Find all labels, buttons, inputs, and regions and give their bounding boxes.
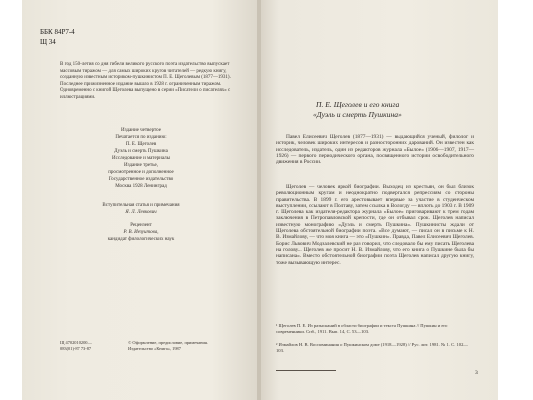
body-paragraph: Павел Елисеевич Щеголев (1877—1931) — выдающийся ученый, филолог и историк, человек широких интересов и разносторонних дарований. Он известен как исследователь, издатель, один из редакторов журнала «Былое» (1906—1907, 1917—1926) — первого периодического органа, посвященного истории освободительного движения в России. (276, 134, 474, 166)
editor-line: Вступительная статья и примечания (102, 203, 180, 208)
author-code: Щ 34 (40, 38, 56, 46)
edition-line: П. Е. Щеголев (125, 142, 157, 147)
edition-line: Государственное издательство (108, 177, 174, 182)
book-gutter (257, 0, 261, 400)
edition-line: Дуэль и смерть Пушкина (114, 149, 168, 154)
copyright-line: Издательство «Книга», 1987 (128, 346, 181, 351)
reviewer-line: Рецензент (130, 223, 152, 228)
footnote: ² Измайлов Н. В. Воспоминания о Пушкинском доме (1918—1928) // Рус. лит. 1981. № 1. С. 102—103. (276, 342, 468, 353)
body-paragraph: Щеголев — человек яркой биографии. Выходец из крестьян, он был близок революционным кругам и неоднократно подвергался репрессиям со стороны правительства. В 1899 г. его арестовывает впервые за участие в студенческом выступлении, ссылают в Полтаву, затем ссылка в Вологду — вплоть до 1903 г. В 1909 г. Щеголева как издателя-редактора журнала «Былое» приговаривают к трем годам заключения в Петропавловской крепости, где он отбывал срок. Щеголев написал известную монографию «Дуэль и смерть Пушкина». Пушкинисты ждали от Щеголева обстоятельной биографии поэта. «Все думают, — писал он в письме к Н. В. Измайлову, — что моя книга — это «Пушкин». Правда, Павел Елисеевич Щеголев. Борис Львович Модзалевский не раз говорил, что следовало бы ему писать Щеголева на голову... Щеголев же просит Н. В. Измайлову, что его книга о Пушкине была бы написана». Вместо обстоятельной биографии поэта Щеголев написал другую книгу, тоже вызывающую интерес. (276, 184, 474, 266)
edition-line: Исследование и материалы (112, 156, 170, 161)
isbn-code: Щ 4702010200— (60, 340, 92, 345)
edition-line: Москва 1928 Ленинград (115, 184, 167, 189)
page-number: 3 (475, 370, 478, 376)
copyright-line: © Оформление, предисловие, примечания. (128, 340, 208, 345)
footnote-rule (276, 370, 336, 371)
article-title: П. Е. Щеголев и его книга (316, 100, 400, 109)
reviewer-line: Р. В. Иезуитова, (123, 230, 159, 235)
edition-line: просмотренное и дополненное (108, 170, 174, 175)
reviewer-line: кандидат филологических наук (107, 237, 175, 242)
annotation-text: В год 150-летия со дня гибели великого русского поэта издательство выпускает массовым тиражом — для самых широких кругов читателей — редкую книгу, созданную известным историком-пушкинистом П. Е. Щеголевым (1877—1931). Последнее прижизненное издание вышло в 1928 г. ограниченным тиражом. Одновременно с книгой Щеголева выпущено в серии «Писатели о писателях» с иллюстрациями. (60, 62, 231, 100)
edition-line: Издание третье, (124, 163, 158, 168)
isbn-code: 083(01)-87 73-87 (60, 346, 92, 351)
edition-line: Издание четвертое (121, 128, 161, 133)
editor-line: Я. Л. Левкович (125, 210, 157, 215)
bbk-code: ББК 84Р7-4 (40, 28, 75, 36)
footnote: ¹ Щеголев П. Е. Из разысканий в области биографии и текста Пушкина // Пушкин и его современники. Спб., 1911. Вып. 14, С. 53—103. (276, 323, 448, 334)
edition-line: Печатается по изданию: (115, 135, 167, 140)
article-subtitle: «Дуэль и смерть Пушкина» (313, 110, 402, 119)
